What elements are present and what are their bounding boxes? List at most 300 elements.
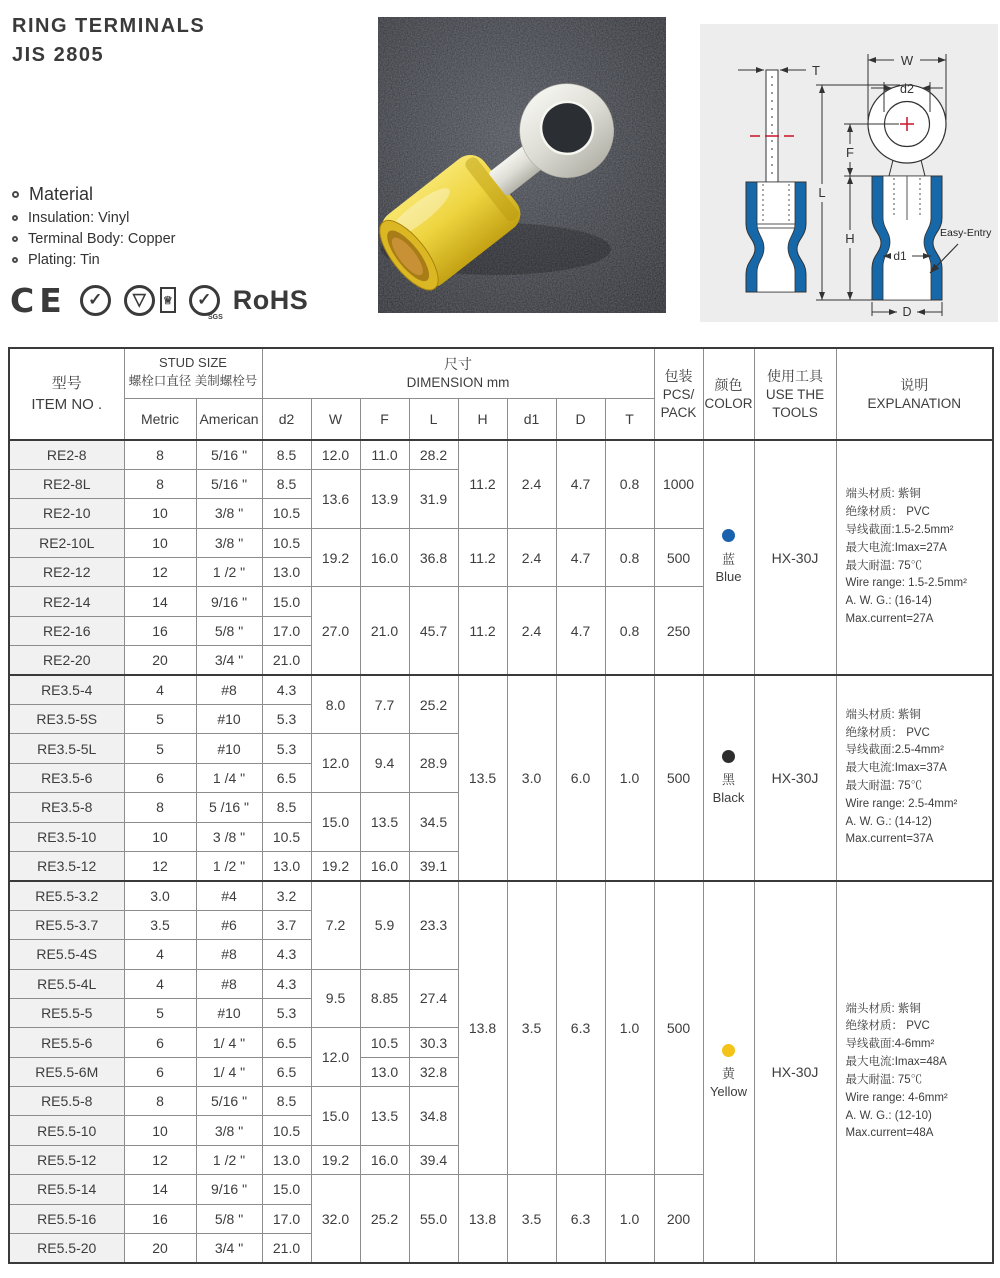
item-no-cell: RE5.5-12	[9, 1145, 124, 1174]
material-item-label: Insulation: Vinyl	[28, 210, 130, 226]
table-cell: 13.5	[360, 1087, 409, 1146]
table-cell: 15.0	[262, 1175, 311, 1204]
header-dim-en: DIMENSION mm	[406, 375, 510, 391]
table-row	[9, 881, 993, 910]
table-cell: 500	[654, 675, 703, 881]
color-dot-icon	[722, 750, 735, 763]
spec-table-body	[9, 440, 993, 1263]
material-item-label: Plating: Tin	[28, 252, 100, 268]
dim-label-t: T	[812, 63, 820, 78]
dim-label-d2: d2	[900, 82, 914, 96]
col-header-w: W	[311, 398, 360, 440]
terminal-diagram	[700, 24, 998, 322]
table-cell: 3.0	[507, 675, 556, 881]
table-cell: 14	[124, 587, 196, 616]
table-cell: 19.2	[311, 1145, 360, 1174]
table-cell: 5	[124, 998, 196, 1027]
table-cell: 55.0	[409, 1175, 458, 1263]
table-cell: 6	[124, 1028, 196, 1057]
table-cell: 19.2	[311, 528, 360, 587]
table-cell: 4.7	[556, 587, 605, 675]
table-cell: 4.3	[262, 675, 311, 704]
header-pack-en1: PCS/	[662, 386, 695, 402]
col-header-f: F	[360, 398, 409, 440]
title-line-1: RING TERMINALS	[12, 15, 206, 37]
table-cell: #4	[196, 881, 262, 910]
table-cell: 5	[124, 734, 196, 763]
table-cell: 27.0	[311, 587, 360, 675]
item-no-cell: RE2-16	[9, 616, 124, 645]
table-cell: 1.0	[605, 675, 654, 881]
item-no-cell: RE3.5-8	[9, 793, 124, 822]
table-cell: 13.0	[262, 558, 311, 587]
item-no-cell: RE3.5-12	[9, 851, 124, 880]
cert-badge-check-icon: ✓	[80, 285, 111, 316]
table-cell: 2.4	[507, 587, 556, 675]
cert-badge-triangle-icon: ▽	[124, 285, 155, 316]
item-no-cell: RE5.5-6	[9, 1028, 124, 1057]
table-cell: 34.8	[409, 1087, 458, 1146]
table-cell: 3.7	[262, 910, 311, 939]
color-label-zh: 黄	[722, 1066, 736, 1082]
material-heading-row	[12, 184, 176, 205]
material-item-label: Terminal Body: Copper	[28, 231, 176, 247]
header-explanation	[836, 348, 993, 440]
item-no-cell: RE5.5-4L	[9, 969, 124, 998]
table-cell: #8	[196, 969, 262, 998]
material-heading: Material	[29, 184, 94, 204]
table-cell: 16	[124, 616, 196, 645]
color-label-zh: 黑	[722, 772, 736, 788]
table-cell: 11.2	[458, 587, 507, 675]
table-cell: 13.5	[360, 793, 409, 852]
table-cell: 11.2	[458, 440, 507, 528]
page-title	[12, 12, 205, 70]
table-cell: 7.7	[360, 675, 409, 734]
table-cell: 4.7	[556, 440, 605, 528]
table-cell: 45.7	[409, 587, 458, 675]
item-no-cell: RE2-10	[9, 499, 124, 528]
table-cell: 5/8 "	[196, 1204, 262, 1233]
table-cell: #8	[196, 675, 262, 704]
color-label-en: Blue	[715, 569, 742, 585]
table-cell: 32.0	[311, 1175, 360, 1263]
table-cell: 5.9	[360, 881, 409, 969]
table-cell: 10.5	[262, 528, 311, 557]
table-cell: 3.5	[124, 910, 196, 939]
header-pack-en2: PACK	[660, 405, 697, 421]
table-cell: 4.3	[262, 969, 311, 998]
table-cell: 21.0	[360, 587, 409, 675]
item-no-cell: RE2-8L	[9, 469, 124, 498]
dim-label-w: W	[900, 53, 914, 68]
explanation-line: Max.current=37A	[845, 833, 934, 846]
explanation-line: Wire range: 2.5-4mm²	[845, 797, 958, 810]
table-cell: 3.2	[262, 881, 311, 910]
table-cell: 23.3	[409, 881, 458, 969]
bullet-icon	[12, 257, 18, 263]
header-item-zh: 型号	[51, 375, 82, 392]
explanation-line: 绝缘材质： PVC	[845, 506, 930, 519]
table-cell: 16.0	[360, 1145, 409, 1174]
explanation-line: 导线截面:1.5-2.5mm²	[845, 523, 954, 536]
explanation-line: 端头材质: 紫铜	[845, 488, 921, 501]
table-cell: 16.0	[360, 528, 409, 587]
material-item	[12, 210, 176, 226]
table-cell: 10	[124, 1116, 196, 1145]
table-cell: 17.0	[262, 616, 311, 645]
col-header-h: H	[458, 398, 507, 440]
table-cell: 11.0	[360, 440, 409, 469]
header-dimension	[262, 348, 654, 398]
table-cell: 8.5	[262, 793, 311, 822]
table-cell: 15.0	[311, 793, 360, 852]
color-label-en: Yellow	[709, 1083, 748, 1099]
table-cell: 1 /4 "	[196, 763, 262, 792]
header-tools-zh: 使用工具	[767, 367, 824, 384]
explanation-line: 最大电流:Imax=37A	[845, 762, 947, 775]
table-cell: 500	[654, 881, 703, 1175]
table-cell: 3/8 "	[196, 528, 262, 557]
table-cell: 25.2	[409, 675, 458, 734]
col-header-d1: d1	[507, 398, 556, 440]
explanation-line: 绝缘材质： PVC	[845, 1020, 930, 1033]
dim-label-d: D	[902, 305, 912, 319]
table-cell: #10	[196, 734, 262, 763]
table-cell: 0.8	[605, 440, 654, 528]
header-pack	[654, 348, 703, 440]
table-cell: 30.3	[409, 1028, 458, 1057]
spec-table-grid	[8, 347, 994, 1264]
item-no-cell: RE5.5-6M	[9, 1057, 124, 1086]
table-cell: 2.4	[507, 528, 556, 587]
table-cell: 5 /16 "	[196, 793, 262, 822]
item-no-cell: RE3.5-10	[9, 822, 124, 851]
table-cell: 14	[124, 1175, 196, 1204]
table-cell: 8	[124, 469, 196, 498]
explanation-cell	[836, 440, 993, 675]
table-cell: 39.4	[409, 1145, 458, 1174]
header-stud-size	[124, 348, 262, 398]
table-cell: 10	[124, 528, 196, 557]
table-cell: 1000	[654, 440, 703, 528]
table-cell: 4	[124, 675, 196, 704]
explanation-line: A. W. G.: (14-12)	[845, 815, 932, 828]
table-cell: 9/16 "	[196, 1175, 262, 1204]
table-cell: 10	[124, 822, 196, 851]
table-cell: #6	[196, 910, 262, 939]
table-cell: 15.0	[262, 587, 311, 616]
color-label-en: Black	[712, 789, 745, 805]
item-no-cell: RE2-12	[9, 558, 124, 587]
table-cell: 5.3	[262, 705, 311, 734]
explanation-line: 端头材质: 紫铜	[845, 1002, 921, 1015]
table-cell: 1 /2 "	[196, 558, 262, 587]
color-dot-icon	[722, 529, 735, 542]
header-tools-en1: USE THE	[765, 386, 825, 402]
table-cell: 13.0	[360, 1057, 409, 1086]
table-cell: 3.5	[507, 1175, 556, 1263]
table-cell: 12	[124, 1145, 196, 1174]
table-cell: 13.5	[458, 675, 507, 881]
table-cell: #8	[196, 940, 262, 969]
item-no-cell: RE5.5-4S	[9, 940, 124, 969]
table-cell: 5	[124, 705, 196, 734]
table-cell: 13.9	[360, 469, 409, 528]
table-cell: 12.0	[311, 734, 360, 793]
table-cell: 8.5	[262, 469, 311, 498]
table-cell: 28.2	[409, 440, 458, 469]
terminal-diagram-image	[700, 24, 998, 322]
rohs-mark: RoHS	[232, 284, 309, 315]
table-cell: 500	[654, 528, 703, 587]
col-header-t: T	[605, 398, 654, 440]
header-stud-en: STUD SIZE	[159, 355, 227, 371]
table-cell: 6.5	[262, 763, 311, 792]
item-no-cell: RE2-8	[9, 440, 124, 469]
table-cell: #10	[196, 998, 262, 1027]
col-header-american: American	[196, 398, 262, 440]
sgs-badge-icon: ✓ SGS	[189, 285, 220, 316]
table-cell: 11.2	[458, 528, 507, 587]
table-cell: 1/ 4 "	[196, 1057, 262, 1086]
table-cell: 28.9	[409, 734, 458, 793]
table-cell: 8.0	[311, 675, 360, 734]
explanation-cell	[836, 881, 993, 1263]
item-no-cell: RE3.5-4	[9, 675, 124, 704]
explanation-line: 最大电流:Imax=27A	[845, 541, 947, 554]
explanation-line: 最大耐温: 75℃	[845, 779, 923, 792]
table-cell: 6	[124, 1057, 196, 1086]
item-no-cell: RE2-10L	[9, 528, 124, 557]
header-tools-en2: TOOLS	[772, 405, 818, 421]
explanation-line: 导线截面:2.5-4mm²	[845, 744, 944, 757]
color-dot-icon	[722, 1044, 735, 1057]
header-dim-zh: 尺寸	[444, 355, 473, 372]
explanation-line: Wire range: 4-6mm²	[845, 1091, 948, 1104]
table-cell: 34.5	[409, 793, 458, 852]
explanation-line: Wire range: 1.5-2.5mm²	[845, 577, 967, 590]
color-cell	[703, 675, 754, 881]
material-item	[12, 252, 176, 268]
table-cell: #10	[196, 705, 262, 734]
table-cell: 13.6	[311, 469, 360, 528]
table-cell: 27.4	[409, 969, 458, 1028]
table-cell: 8	[124, 793, 196, 822]
table-cell: 10.5	[262, 1116, 311, 1145]
table-cell: 19.2	[311, 851, 360, 880]
header-tools	[754, 348, 836, 440]
table-cell: 6.3	[556, 881, 605, 1175]
table-cell: 39.1	[409, 851, 458, 880]
table-cell: 4	[124, 969, 196, 998]
table-cell: 12.0	[311, 440, 360, 469]
dim-label-l: L	[818, 185, 826, 200]
table-cell: 1.0	[605, 1175, 654, 1263]
table-cell: 9.5	[311, 969, 360, 1028]
explanation-line: 最大电流:Imax=48A	[845, 1056, 947, 1069]
explanation-line: 最大耐温: 75℃	[845, 559, 923, 572]
table-cell: 9/16 "	[196, 587, 262, 616]
item-no-cell: RE3.5-5S	[9, 705, 124, 734]
table-cell: 9.4	[360, 734, 409, 793]
easy-entry-label: Easy-Entry	[940, 227, 992, 239]
col-header-d2: d2	[262, 398, 311, 440]
explanation-line: A. W. G.: (12-10)	[845, 1109, 932, 1122]
header-color-en: COLOR	[704, 396, 753, 412]
item-no-cell: RE5.5-5	[9, 998, 124, 1027]
color-label-zh: 蓝	[722, 551, 736, 567]
table-cell: 31.9	[409, 469, 458, 528]
table-cell: 20	[124, 646, 196, 675]
table-cell: 15.0	[311, 1087, 360, 1146]
table-cell: 4	[124, 940, 196, 969]
table-cell: 8	[124, 440, 196, 469]
item-no-cell: RE5.5-14	[9, 1175, 124, 1204]
table-cell: HX-30J	[754, 675, 836, 881]
material-list	[12, 184, 176, 273]
table-cell: 12	[124, 558, 196, 587]
table-cell: 6.5	[262, 1057, 311, 1086]
table-cell: 8.5	[262, 1087, 311, 1116]
table-cell: 3/8 "	[196, 499, 262, 528]
table-cell: 16	[124, 1204, 196, 1233]
table-cell: 0.8	[605, 528, 654, 587]
table-cell: 0.8	[605, 587, 654, 675]
table-cell: HX-30J	[754, 881, 836, 1263]
dim-label-h: H	[845, 231, 855, 246]
table-cell: 6.5	[262, 1028, 311, 1057]
table-cell: 5/16 "	[196, 440, 262, 469]
table-cell: 16.0	[360, 851, 409, 880]
color-cell	[703, 440, 754, 675]
item-no-cell: RE2-14	[9, 587, 124, 616]
table-cell: 21.0	[262, 1234, 311, 1263]
explanation-line: A. W. G.: (16-14)	[845, 595, 932, 608]
explanation-cell	[836, 675, 993, 881]
ukas-badge-icon: ♕	[160, 287, 176, 313]
col-header-l: L	[409, 398, 458, 440]
table-cell: 10.5	[360, 1028, 409, 1057]
header-item-en: ITEM NO .	[31, 395, 103, 413]
table-cell: 200	[654, 1175, 703, 1263]
table-cell: 4.7	[556, 528, 605, 587]
header-item-no	[9, 348, 124, 440]
header-expl-zh: 说明	[900, 376, 929, 393]
ce-mark-icon: CE	[10, 280, 67, 320]
table-cell: 5/16 "	[196, 469, 262, 498]
table-cell: 5/16 "	[196, 1087, 262, 1116]
bullet-icon	[12, 191, 19, 198]
explanation-line: 导线截面:4-6mm²	[845, 1038, 935, 1051]
table-cell: 12.0	[311, 1028, 360, 1087]
table-header	[9, 348, 993, 440]
table-cell: 7.2	[311, 881, 360, 969]
table-cell: 12	[124, 851, 196, 880]
spec-table	[8, 347, 994, 1264]
header-stud-zh: 螺栓口直径 美制螺栓号	[128, 374, 258, 389]
title-line-2: JIS 2805	[12, 44, 105, 66]
table-cell: 13.0	[262, 1145, 311, 1174]
item-no-cell: RE5.5-3.2	[9, 881, 124, 910]
table-cell: 10.5	[262, 822, 311, 851]
table-cell: 1.0	[605, 881, 654, 1175]
col-header-metric: Metric	[124, 398, 196, 440]
explanation-line: 端头材质: 紫铜	[845, 708, 921, 721]
table-cell: 13.0	[262, 851, 311, 880]
table-cell: 6.0	[556, 675, 605, 881]
table-cell: 8.5	[262, 440, 311, 469]
dim-label-f: F	[846, 145, 854, 160]
explanation-line: Max.current=48A	[845, 1127, 934, 1140]
table-cell: 3 /8 "	[196, 822, 262, 851]
header-color-zh: 颜色	[714, 376, 743, 393]
table-cell: 3.0	[124, 881, 196, 910]
item-no-cell: RE3.5-5L	[9, 734, 124, 763]
table-cell: 3/4 "	[196, 646, 262, 675]
bullet-icon	[12, 215, 18, 221]
table-cell: 5.3	[262, 998, 311, 1027]
explanation-line: 最大耐温: 75℃	[845, 1073, 923, 1086]
header-pack-zh: 包装	[664, 367, 693, 384]
dim-label-d1: d1	[893, 249, 907, 263]
table-cell: 5/8 "	[196, 616, 262, 645]
item-no-cell: RE5.5-16	[9, 1204, 124, 1233]
product-photo	[378, 17, 666, 313]
bullet-icon	[12, 236, 18, 242]
material-item	[12, 231, 176, 247]
table-cell: 3/8 "	[196, 1116, 262, 1145]
table-cell: 8.85	[360, 969, 409, 1028]
table-cell: 10	[124, 499, 196, 528]
table-cell: 5.3	[262, 734, 311, 763]
item-no-cell: RE2-20	[9, 646, 124, 675]
color-cell	[703, 881, 754, 1263]
table-cell: 21.0	[262, 646, 311, 675]
header-expl-en: EXPLANATION	[867, 396, 962, 412]
table-row	[9, 440, 993, 469]
table-row	[9, 675, 993, 704]
table-cell: 25.2	[360, 1175, 409, 1263]
item-no-cell: RE5.5-3.7	[9, 910, 124, 939]
table-cell: 4.3	[262, 940, 311, 969]
item-no-cell: RE5.5-10	[9, 1116, 124, 1145]
item-no-cell: RE3.5-6	[9, 763, 124, 792]
certification-row	[10, 281, 308, 319]
table-cell: 32.8	[409, 1057, 458, 1086]
col-header-d: D	[556, 398, 605, 440]
table-cell: 8	[124, 1087, 196, 1116]
table-cell: 6	[124, 763, 196, 792]
header-color	[703, 348, 754, 440]
table-cell: 13.8	[458, 881, 507, 1175]
explanation-line: 绝缘材质： PVC	[845, 726, 930, 739]
table-cell: 1/ 4 "	[196, 1028, 262, 1057]
table-cell: 250	[654, 587, 703, 675]
table-cell: 1 /2 "	[196, 851, 262, 880]
table-cell: 17.0	[262, 1204, 311, 1233]
table-cell: 10.5	[262, 499, 311, 528]
product-photo-image	[378, 17, 666, 313]
table-cell: 36.8	[409, 528, 458, 587]
table-cell: 20	[124, 1234, 196, 1263]
sgs-label: SGS	[207, 313, 223, 321]
item-no-cell: RE5.5-8	[9, 1087, 124, 1116]
table-cell: 2.4	[507, 440, 556, 528]
item-no-cell: RE5.5-20	[9, 1234, 124, 1263]
table-cell: 3/4 "	[196, 1234, 262, 1263]
table-cell: 13.8	[458, 1175, 507, 1263]
